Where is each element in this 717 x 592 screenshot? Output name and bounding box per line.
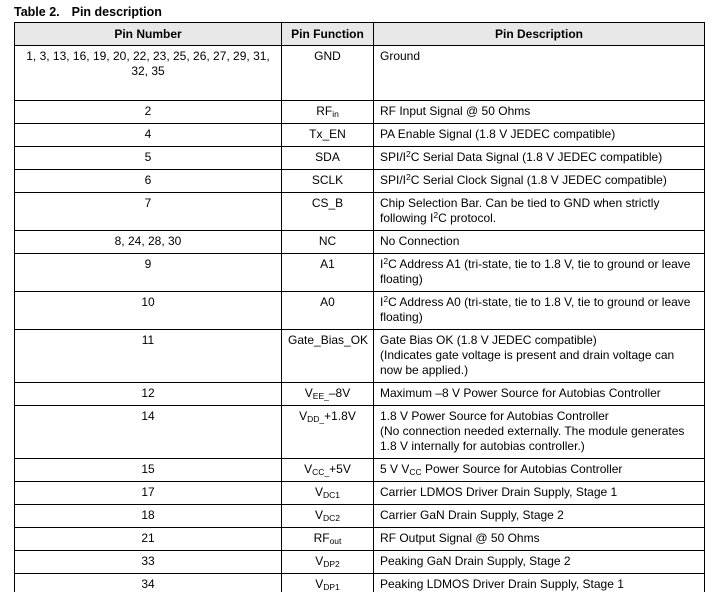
pin-function-cell: A1 (282, 254, 374, 292)
column-header-pin-function: Pin Function (282, 23, 374, 46)
table-row (15, 147, 705, 170)
pin-function-cell: $RF_{in}$ (282, 101, 374, 124)
pin-description-cell: Carrier LDMOS Driver Drain Supply, Stage 1 (374, 482, 705, 505)
table-row (15, 406, 705, 459)
pin-description-cell: 5 V $V_{CC}$ Power Source for Autobias Controller (374, 459, 705, 482)
pin-number-cell: 5 (15, 147, 282, 170)
pin-description-cell: RF Output Signal @ 50 Ohms (374, 528, 705, 551)
table-row (15, 231, 705, 254)
pin-function-cell: CS_B (282, 193, 374, 231)
pin-function-cell: SCLK (282, 170, 374, 193)
pin-description-cell: $I^2C$ Address A1 (tri-state, tie to 1.8 V, tie to ground or leave floating) (374, 254, 705, 292)
pin-function-cell: Tx_EN (282, 124, 374, 147)
pin-description-cell: Gate Bias OK (1.8 V JEDEC compatible) (Indicates gate voltage is present and drain voltage can now be applied.) (374, 330, 705, 383)
pin-description-cell: Peaking GaN Drain Supply, Stage 2 (374, 551, 705, 574)
pin-description-cell: 1.8 V Power Source for Autobias Controller (No connection needed externally. The module generates 1.8 V internally for autobias controller.) (374, 406, 705, 459)
pin-description-cell: SPI/$I^2C$ Serial Data Signal (1.8 V JEDEC compatible) (374, 147, 705, 170)
pin-description-cell: Peaking LDMOS Driver Drain Supply, Stage 1 (374, 574, 705, 592)
pin-function-cell: $V_{EE\_}-8V$ (282, 383, 374, 406)
pin-number-cell: 11 (15, 330, 282, 383)
table-row (15, 459, 705, 482)
pin-function-cell: $V_{DP1}$ (282, 574, 374, 592)
column-header-pin-number: Pin Number (15, 23, 282, 46)
pin-number-cell: 8, 24, 28, 30 (15, 231, 282, 254)
pin-function-cell: A0 (282, 292, 374, 330)
pin-number-cell: 9 (15, 254, 282, 292)
table-body (15, 46, 705, 592)
pin-number-cell: 34 (15, 574, 282, 592)
table-row (15, 528, 705, 551)
pin-description-cell: Maximum –8 V Power Source for Autobias Controller (374, 383, 705, 406)
table-title-text: Pin description (71, 5, 162, 19)
table-row (15, 124, 705, 147)
pin-number-cell: 21 (15, 528, 282, 551)
pin-description-cell: Ground (374, 46, 705, 101)
table-row (15, 254, 705, 292)
pin-description-cell: $I^2C$ Address A0 (tri-state, tie to 1.8 V, tie to ground or leave floating) (374, 292, 705, 330)
pin-number-cell: 17 (15, 482, 282, 505)
pin-description-cell: PA Enable Signal (1.8 V JEDEC compatible) (374, 124, 705, 147)
pin-number-cell: 6 (15, 170, 282, 193)
pin-number-cell: 12 (15, 383, 282, 406)
table-row (15, 551, 705, 574)
table-row (15, 383, 705, 406)
pin-description-cell: SPI/$I^2C$ Serial Clock Signal (1.8 V JEDEC compatible) (374, 170, 705, 193)
pin-function-cell: NC (282, 231, 374, 254)
pin-function-cell: SDA (282, 147, 374, 170)
pin-function-cell: $RF_{out}$ (282, 528, 374, 551)
pin-function-cell: $V_{DC1}$ (282, 482, 374, 505)
table-row (15, 482, 705, 505)
pin-function-cell: $V_{DD\_}+1.8V$ (282, 406, 374, 459)
pin-function-cell: GND (282, 46, 374, 101)
table-row (15, 101, 705, 124)
pin-number-cell: 18 (15, 505, 282, 528)
table-row (15, 505, 705, 528)
pin-function-cell: $V_{DP2}$ (282, 551, 374, 574)
table-row (15, 46, 705, 101)
table-row (15, 193, 705, 231)
header-row (15, 23, 705, 46)
pin-number-cell: 10 (15, 292, 282, 330)
pin-description-cell: Chip Selection Bar. Can be tied to GND when strictly following $I^2C$ protocol. (374, 193, 705, 231)
column-header-pin-description: Pin Description (374, 23, 705, 46)
pin-function-cell: $V_{CC\_}+5V$ (282, 459, 374, 482)
pin-number-cell: 33 (15, 551, 282, 574)
pin-number-cell: 4 (15, 124, 282, 147)
pin-description-cell: RF Input Signal @ 50 Ohms (374, 101, 705, 124)
pin-number-cell: 1, 3, 13, 16, 19, 20, 22, 23, 25, 26, 27, 29, 31, 32, 35 (15, 46, 282, 101)
pin-description-cell: No Connection (374, 231, 705, 254)
table-row (15, 292, 705, 330)
pin-number-cell: 15 (15, 459, 282, 482)
pin-number-cell: 14 (15, 406, 282, 459)
pin-description-cell: Carrier GaN Drain Supply, Stage 2 (374, 505, 705, 528)
table-row (15, 330, 705, 383)
pin-number-cell: 2 (15, 101, 282, 124)
table-row (15, 574, 705, 592)
pin-function-cell: Gate_Bias_OK (282, 330, 374, 383)
pin-description-table (14, 22, 705, 592)
table-row (15, 170, 705, 193)
table-title (14, 5, 162, 19)
pin-function-cell: $V_{DC2}$ (282, 505, 374, 528)
table-number-label: Table 2. (14, 5, 60, 19)
pin-number-cell: 7 (15, 193, 282, 231)
